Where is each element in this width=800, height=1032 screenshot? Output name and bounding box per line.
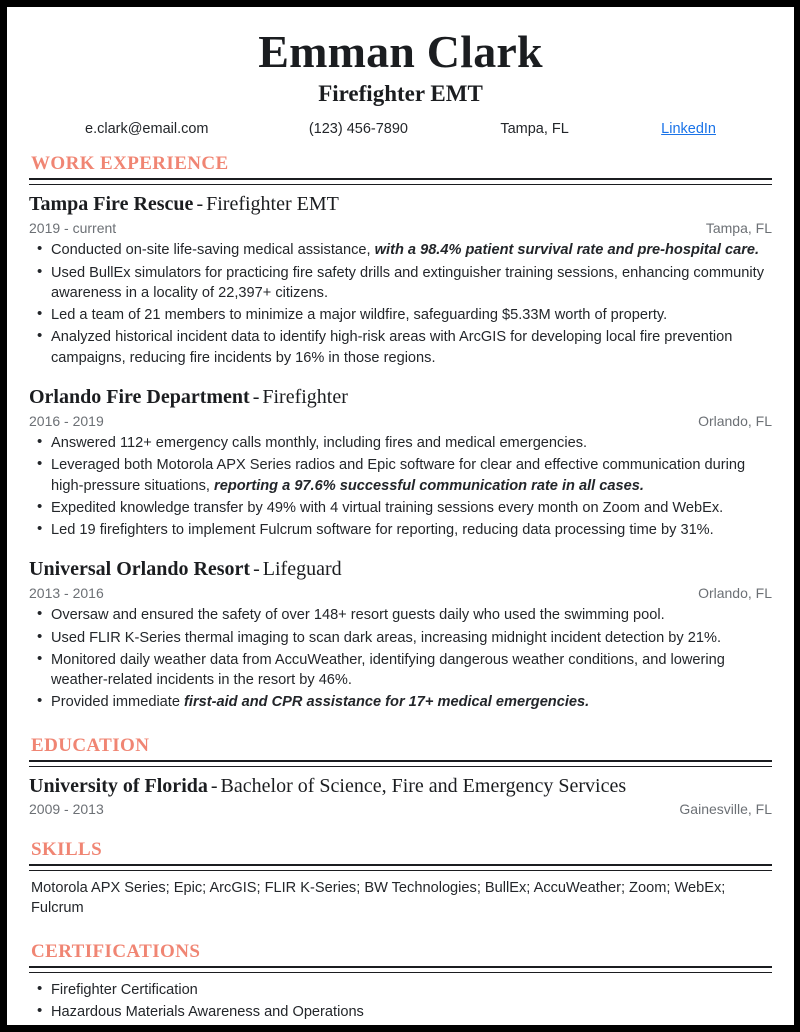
work-entry-organization: Orlando Fire Department: [29, 385, 250, 408]
work-entry-role: Lifeguard: [262, 558, 342, 581]
list-item: [29, 628, 772, 648]
section-education: [29, 735, 772, 817]
list-item: [29, 498, 772, 518]
bullet-emphasis: with a 98.4% patient survival rate and pre-hospital care.: [374, 242, 760, 259]
work-entry-heading: [29, 385, 772, 410]
bullet-text: Used FLIR K-Series thermal imaging to scan dark areas, increasing midnight incident detection by 21%.: [51, 629, 722, 646]
work-entry: [29, 385, 772, 540]
work-entry-meta: [29, 585, 772, 601]
education-entry-institution: University of Florida: [29, 774, 208, 797]
education-entry-meta: [29, 801, 772, 817]
linkedin-link[interactable]: LinkedIn: [661, 121, 716, 138]
list-item: [29, 1002, 772, 1022]
work-entry-bullet-list: [29, 605, 772, 712]
education-entry-degree: Bachelor of Science, Fire and Emergency Services: [220, 774, 627, 797]
work-entry: [29, 192, 772, 368]
list-item: [29, 520, 772, 540]
education-entry: [29, 774, 772, 817]
work-entry-organization: Tampa Fire Rescue: [29, 193, 194, 216]
work-entry-dates: 2016 - 2019: [29, 412, 104, 429]
work-entry-dates: 2013 - 2016: [29, 585, 104, 602]
certifications-list: [29, 980, 772, 1023]
work-entry-location: Orlando, FL: [698, 412, 772, 429]
work-entry-bullet-list: [29, 433, 772, 540]
work-entry-separator: -: [253, 558, 260, 581]
education-entry-dates: 2009 - 2013: [29, 800, 104, 817]
bullet-text: Monitored daily weather data from AccuWeather, identifying dangerous weather conditions, and lowering weather-related incidents in the resort by 46%.: [51, 651, 725, 689]
section-skills: [29, 839, 772, 919]
bullet-text: Led a team of 21 members to minimize a major wildfire, safeguarding $5.33M worth of property.: [51, 307, 668, 324]
bullet-text: Analyzed historical incident data to identify high-risk areas with ArcGIS for developing local fire prevention campaigns, reducing fire incidents by 16% in those regions.: [51, 329, 733, 366]
bullet-text: Conducted on-site life-saving medical assistance,: [51, 242, 375, 259]
certification-name: Firefighter Certification: [51, 982, 198, 999]
work-entry-heading: [29, 557, 772, 582]
work-entry-bullet-list: [29, 240, 772, 368]
bullet-emphasis: reporting a 97.6% successful communication rate in all cases.: [214, 477, 644, 494]
contact-phone[interactable]: (123) 456-7890: [308, 121, 408, 138]
section-work-experience: [29, 153, 772, 713]
list-item: [29, 692, 772, 712]
bullet-text: Used BullEx simulators for practicing fire safety drills and extinguisher training sessions, enhancing community awareness in a locality of 22,397+ citizens.: [51, 264, 764, 301]
list-item: [29, 305, 772, 325]
list-item: [29, 240, 772, 260]
work-entry-role: Firefighter EMT: [206, 193, 339, 216]
bullet-text: Answered 112+ emergency calls monthly, including fires and medical emergencies.: [51, 434, 588, 451]
work-entry-separator: -: [252, 385, 260, 408]
list-item: [29, 327, 772, 368]
education-entry-location: Gainesville, FL: [679, 800, 772, 817]
section-divider: [29, 760, 772, 767]
section-divider: [29, 966, 772, 973]
list-item: [29, 980, 772, 1000]
list-item: [29, 263, 772, 304]
work-entry-meta: [29, 220, 772, 236]
work-entry: [29, 557, 772, 712]
work-entry-meta: [29, 413, 772, 429]
skills-list-text: Motorola APX Series; Epic; ArcGIS; FLIR K-Series; BW Technologies; BullEx; AccuWeather; Zoom; WebEx; Fulcrum: [31, 879, 726, 917]
contact-location: Tampa, FL: [500, 121, 569, 138]
certification-name: Hazardous Materials Awareness and Operations: [51, 1004, 364, 1021]
bullet-text: Oversaw and ensured the safety of over 148+ resort guests daily who used the swimming pool.: [51, 607, 665, 624]
section-certifications: [29, 941, 772, 1023]
contact-row: [63, 121, 738, 137]
list-item: [29, 455, 772, 496]
headline-job-title: Firefighter EMT: [318, 80, 483, 106]
work-entry-role: Firefighter: [262, 385, 348, 408]
section-heading-work-experience: WORK EXPERIENCE: [31, 153, 229, 175]
contact-email[interactable]: e.clark@email.com: [85, 121, 209, 138]
list-item: [29, 605, 772, 625]
work-entry-location: Tampa, FL: [705, 220, 772, 237]
bullet-text: Provided immediate: [51, 694, 185, 711]
section-divider: [29, 864, 772, 871]
resume-header: [29, 27, 772, 137]
work-entry-heading: [29, 192, 772, 217]
list-item: [29, 433, 772, 453]
bullet-emphasis: first-aid and CPR assistance for 17+ medical emergencies.: [184, 694, 590, 711]
bullet-text: Led 19 firefighters to implement Fulcrum software for reporting, reducing data processing time by 31%.: [51, 522, 714, 539]
section-heading-certifications: CERTIFICATIONS: [31, 941, 201, 963]
work-entry-organization: Universal Orlando Resort: [29, 558, 251, 581]
section-heading-skills: SKILLS: [31, 838, 103, 860]
education-entry-separator: -: [210, 774, 218, 797]
section-divider: [29, 178, 772, 185]
bullet-text: Leveraged both Motorola APX Series radios and Epic software for clear and effective communication during high-pressure situations,: [51, 457, 746, 494]
work-entry-dates: 2019 - current: [29, 220, 117, 237]
page-title: Emman Clark: [258, 26, 543, 77]
work-entry-location: Orlando, FL: [698, 585, 772, 602]
work-entry-separator: -: [196, 193, 204, 216]
section-heading-education: EDUCATION: [31, 734, 150, 756]
education-entry-heading: [29, 774, 772, 799]
bullet-text: Expedited knowledge transfer by 49% with 4 virtual training sessions every month on Zoom and WebEx.: [51, 499, 724, 516]
list-item: [29, 650, 772, 691]
resume-document: [7, 7, 794, 1025]
